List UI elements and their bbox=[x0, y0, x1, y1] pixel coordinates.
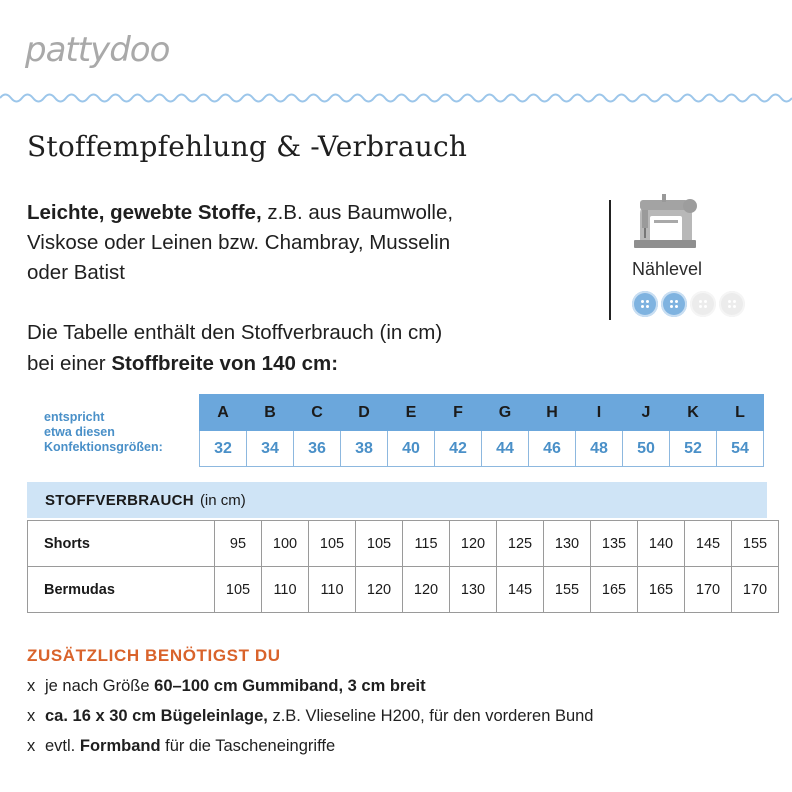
usage-value-cell: 130 bbox=[544, 521, 591, 567]
size-letter-cell: E bbox=[388, 395, 435, 431]
size-letter-cell: K bbox=[670, 395, 717, 431]
size-number-cell: 54 bbox=[717, 431, 764, 467]
fabric-width: Stoffbreite von 140 cm: bbox=[111, 352, 339, 375]
usage-value-cell: 155 bbox=[732, 521, 779, 567]
size-number-cell: 34 bbox=[247, 431, 294, 467]
sewing-machine-icon bbox=[632, 192, 698, 250]
level-dot-filled-icon bbox=[632, 291, 658, 317]
usage-value-cell: 105 bbox=[356, 521, 403, 567]
size-number-cell: 38 bbox=[341, 431, 388, 467]
usage-value-cell: 170 bbox=[732, 567, 779, 613]
size-table bbox=[199, 394, 764, 467]
size-letter-cell: C bbox=[294, 395, 341, 431]
extra-item-elastic bbox=[27, 677, 426, 696]
extra-item-pre: je nach Größe bbox=[45, 677, 155, 695]
usage-value-cell: 110 bbox=[309, 567, 356, 613]
size-number-cell: 42 bbox=[435, 431, 482, 467]
usage-value-cell: 115 bbox=[403, 521, 450, 567]
usage-value-cell: 165 bbox=[591, 567, 638, 613]
table-row bbox=[28, 567, 779, 613]
usage-value-cell: 135 bbox=[591, 521, 638, 567]
usage-header bbox=[27, 482, 767, 518]
usage-value-cell: 125 bbox=[497, 521, 544, 567]
size-letter-cell: L bbox=[717, 395, 764, 431]
extra-item-post: z.B. Vlieseline H200, für den vorderen Bund bbox=[267, 707, 594, 725]
extra-item-bold: 60–100 cm Gummiband, 3 cm breit bbox=[154, 677, 426, 695]
list-marker: x bbox=[27, 707, 36, 725]
table-introduction bbox=[27, 317, 587, 379]
usage-value-cell: 155 bbox=[544, 567, 591, 613]
fabric-recommendation bbox=[27, 198, 587, 288]
size-letter-cell: G bbox=[482, 395, 529, 431]
usage-header-title: STOFFVERBRAUCH bbox=[45, 491, 194, 509]
size-caption-line2: etwa diesen bbox=[44, 425, 115, 439]
size-letter-cell: A bbox=[200, 395, 247, 431]
size-number-cell: 46 bbox=[529, 431, 576, 467]
sewing-level-label: Nählevel bbox=[632, 259, 703, 279]
size-number-cell: 50 bbox=[623, 431, 670, 467]
fabric-examples-3: oder Batist bbox=[27, 261, 125, 284]
level-dot-filled-icon bbox=[661, 291, 687, 317]
size-number-cell: 32 bbox=[200, 431, 247, 467]
extra-item-stay-tape bbox=[27, 737, 335, 756]
size-number-row bbox=[200, 431, 764, 467]
size-letter-cell: I bbox=[576, 395, 623, 431]
row-label: Shorts bbox=[28, 521, 215, 567]
table-row bbox=[28, 521, 779, 567]
wave-divider bbox=[0, 88, 792, 108]
size-letter-cell: B bbox=[247, 395, 294, 431]
usage-value-cell: 105 bbox=[215, 567, 262, 613]
usage-value-cell: 145 bbox=[497, 567, 544, 613]
usage-value-cell: 120 bbox=[450, 521, 497, 567]
level-dot-empty-icon bbox=[690, 291, 716, 317]
usage-value-cell: 95 bbox=[215, 521, 262, 567]
table-intro-line1: Die Tabelle enthält den Stoffverbrauch (in cm) bbox=[27, 321, 443, 344]
level-dot-empty-icon bbox=[719, 291, 745, 317]
usage-value-cell: 145 bbox=[685, 521, 732, 567]
size-number-cell: 36 bbox=[294, 431, 341, 467]
size-caption bbox=[44, 410, 194, 455]
list-marker: x bbox=[27, 737, 36, 755]
usage-value-cell: 165 bbox=[638, 567, 685, 613]
size-number-cell: 52 bbox=[670, 431, 717, 467]
usage-value-cell: 140 bbox=[638, 521, 685, 567]
usage-header-unit: (in cm) bbox=[199, 491, 246, 509]
extra-item-pre: evtl. bbox=[45, 737, 80, 755]
usage-value-cell: 120 bbox=[356, 567, 403, 613]
size-letter-cell: F bbox=[435, 395, 482, 431]
extras-heading: ZUSÄTZLICH BENÖTIGST DU bbox=[27, 646, 281, 665]
list-marker: x bbox=[27, 677, 36, 695]
page-title: Stoffempfehlung & -Verbrauch bbox=[27, 130, 468, 163]
size-number-cell: 44 bbox=[482, 431, 529, 467]
size-number-cell: 48 bbox=[576, 431, 623, 467]
fabric-examples-2: Viskose oder Leinen bzw. Chambray, Musselin bbox=[27, 231, 451, 254]
usage-value-cell: 170 bbox=[685, 567, 732, 613]
brand-logo: pattydoo bbox=[25, 30, 170, 70]
size-letter-cell: H bbox=[529, 395, 576, 431]
size-letter-row bbox=[200, 395, 764, 431]
size-caption-line1: entspricht bbox=[44, 410, 105, 424]
row-label: Bermudas bbox=[28, 567, 215, 613]
usage-value-cell: 105 bbox=[309, 521, 356, 567]
table-intro-line2-pre: bei einer bbox=[27, 352, 112, 375]
level-divider bbox=[609, 200, 611, 320]
size-number-cell: 40 bbox=[388, 431, 435, 467]
fabric-usage-table bbox=[27, 520, 779, 613]
usage-value-cell: 110 bbox=[262, 567, 309, 613]
usage-value-cell: 120 bbox=[403, 567, 450, 613]
extra-item-bold: Formband bbox=[79, 737, 161, 755]
extra-item-interfacing bbox=[27, 707, 593, 726]
usage-value-cell: 100 bbox=[262, 521, 309, 567]
size-letter-cell: J bbox=[623, 395, 670, 431]
usage-value-cell: 130 bbox=[450, 567, 497, 613]
size-caption-line3: Konfektionsgrößen: bbox=[44, 440, 163, 454]
fabric-examples-1: z.B. aus Baumwolle, bbox=[261, 201, 454, 224]
size-letter-cell: D bbox=[341, 395, 388, 431]
fabric-type: Leichte, gewebte Stoffe, bbox=[27, 201, 262, 224]
extra-item-post: für die Tascheneingriffe bbox=[160, 737, 336, 755]
extra-item-bold: ca. 16 x 30 cm Bügeleinlage, bbox=[45, 707, 268, 725]
